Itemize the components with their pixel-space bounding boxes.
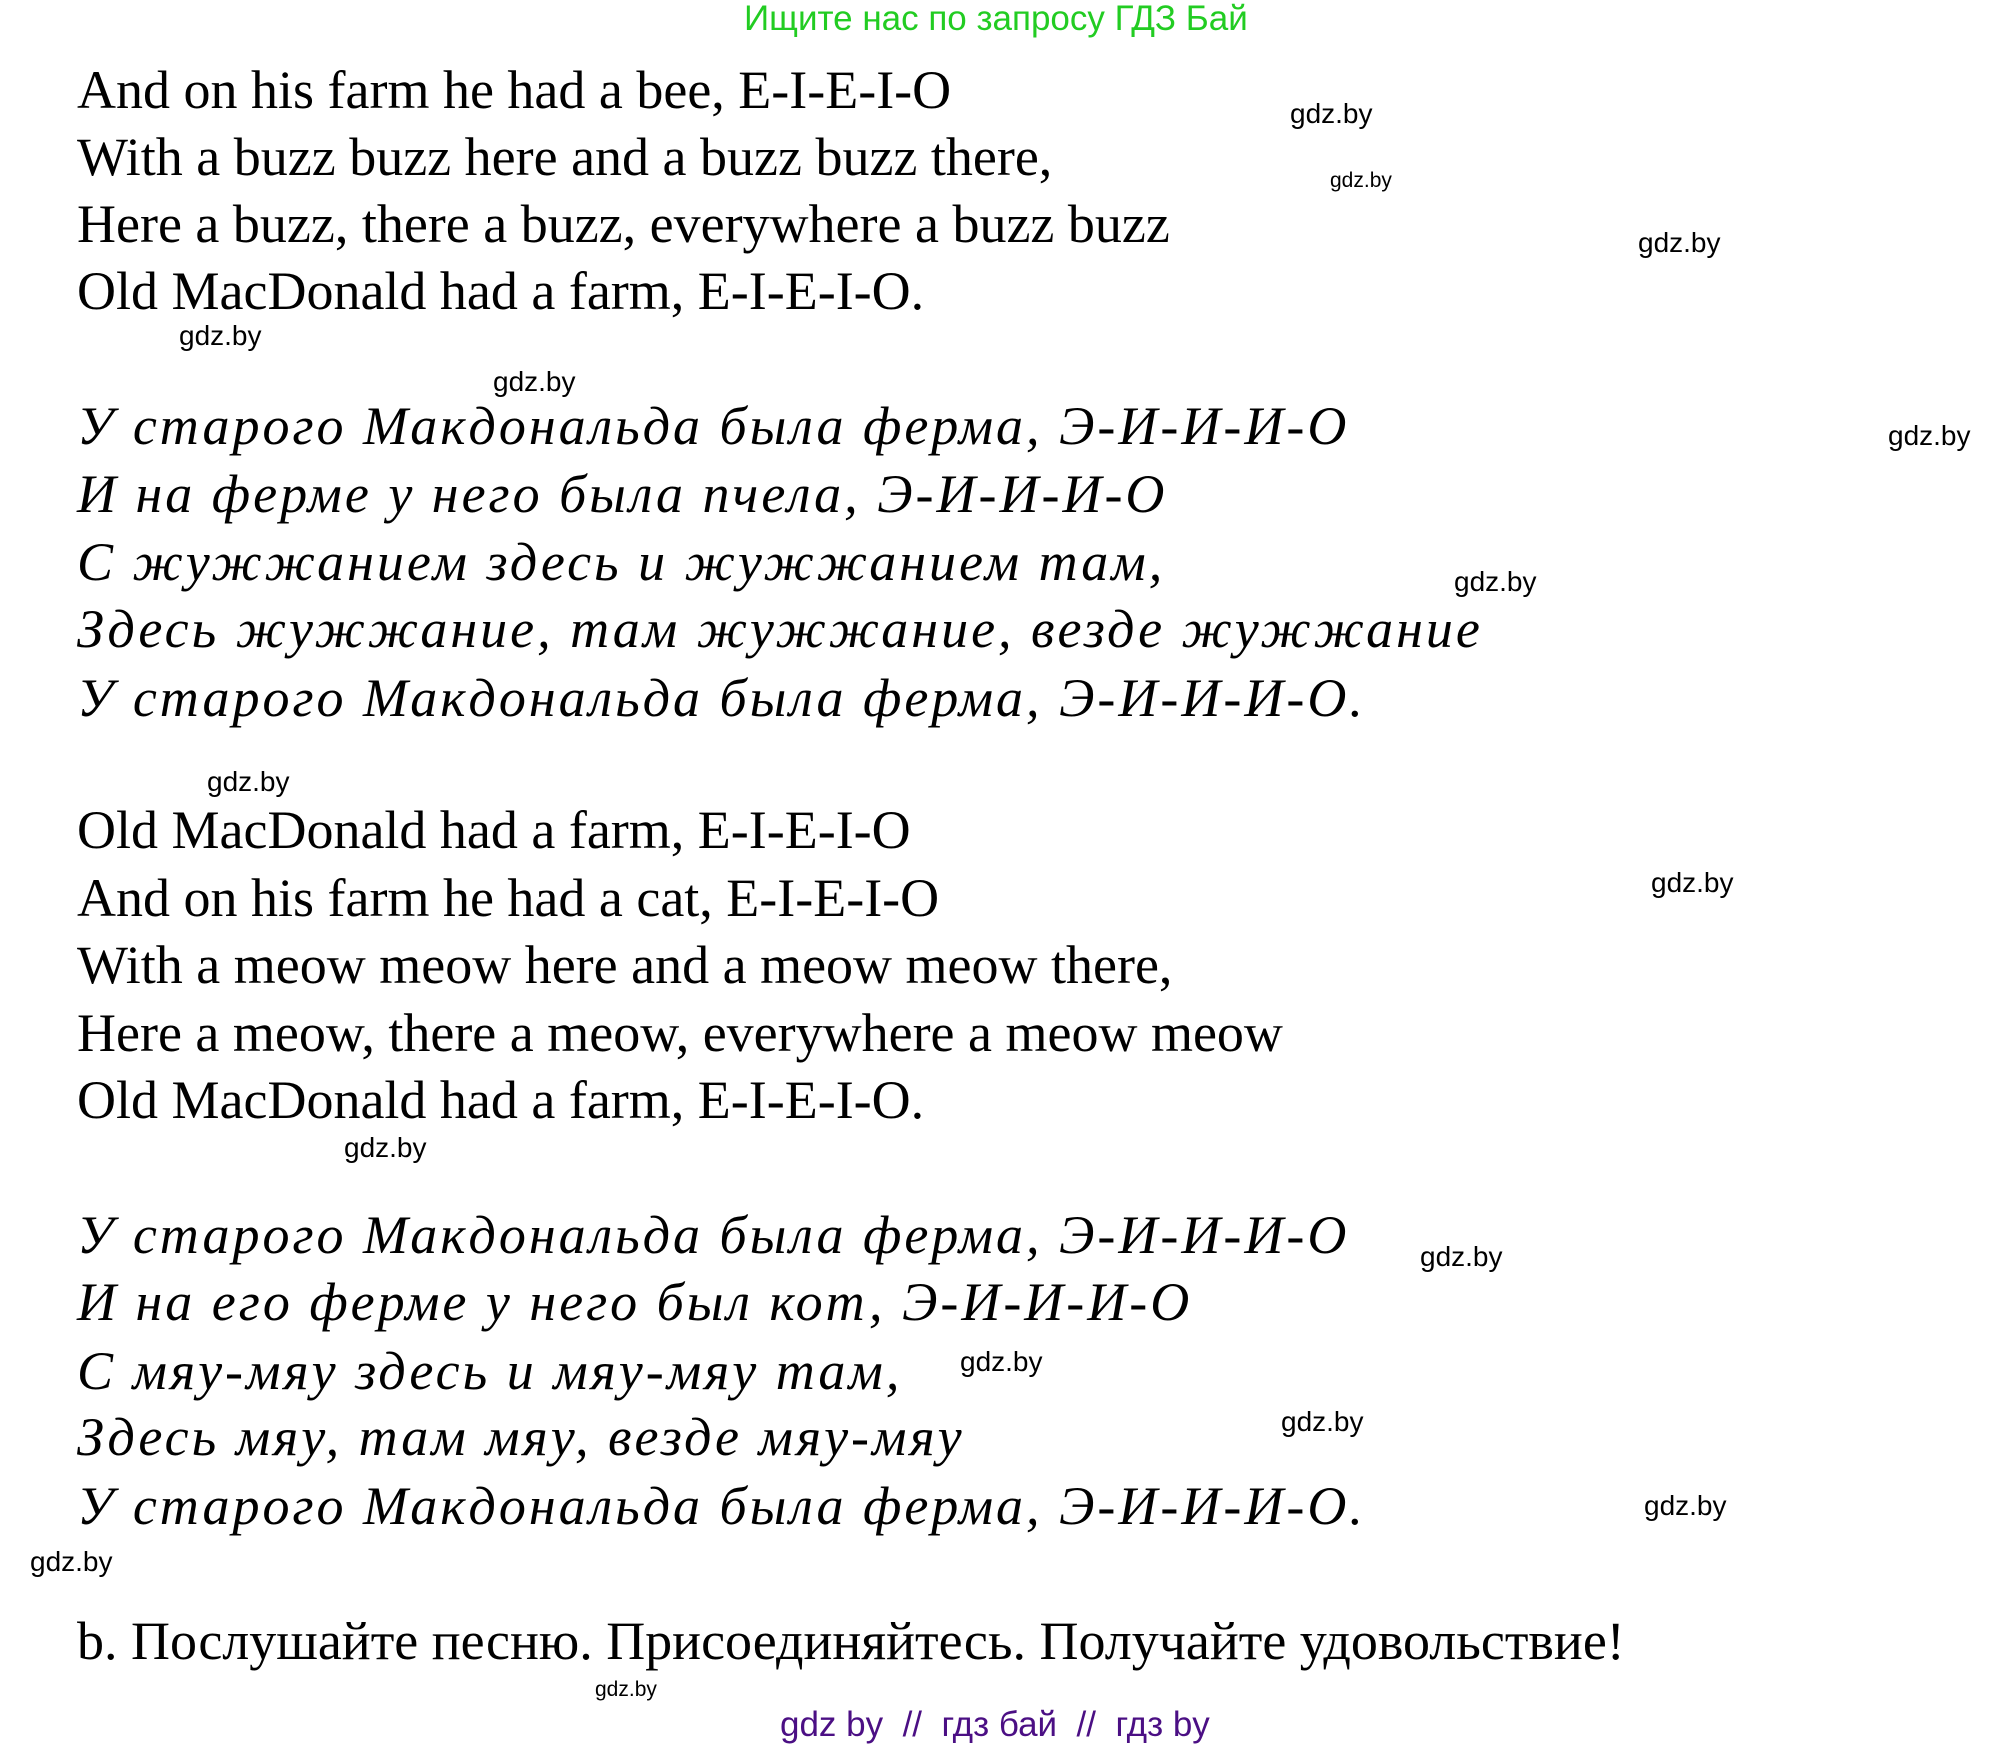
verse-line: With a buzz buzz here and a buzz buzz there, [77,127,1053,187]
verse-line-translation: И на его ферме у него был кот, Э-И-И-И-О [77,1272,1193,1332]
verse-line-translation: И на ферме у него была пчела, Э-И-И-И-О [77,464,1168,524]
verse-line-translation: С мяу-мяу здесь и мяу-мяу там, [77,1341,903,1401]
verse-line: And on his farm he had a bee, E-I-E-I-O [77,60,952,120]
verse-line-translation: У старого Макдональда была ферма, Э-И-И-И-О [77,396,1350,456]
watermark: gdz.by [207,766,290,797]
search-hint-banner: Ищите нас по запросу ГДЗ Бай [744,0,1248,38]
footer-links: gdz by // гдз бай // гдз by [780,1705,1210,1744]
verse-line: Here a meow, there a meow, everywhere a meow meow [77,1003,1283,1063]
watermark: gdz.by [30,1546,113,1577]
task-b-instruction: b. Послушайте песню. Присоединяйтесь. Получайте удовольствие! [77,1611,1625,1671]
watermark: gdz.by [493,366,576,397]
verse-line-translation: Здесь жужжание, там жужжание, везде жужжание [77,599,1483,659]
watermark: gdz.by [1281,1406,1364,1437]
watermark: gdz.by [1290,98,1373,129]
verse-line-translation: У старого Макдональда была ферма, Э-И-И-И-О. [77,668,1366,728]
verse-line-translation: С жужжанием здесь и жужжанием там, [77,532,1166,592]
verse-line: Old MacDonald had a farm, E-I-E-I-O. [77,261,925,321]
verse-line-translation: У старого Макдональда была ферма, Э-И-И-И-О [77,1205,1350,1265]
watermark: gdz.by [960,1346,1043,1377]
verse-line: Here a buzz, there a buzz, everywhere a buzz buzz [77,194,1170,254]
watermark: gdz.by [344,1132,427,1163]
verse-line: And on his farm he had a cat, E-I-E-I-O [77,868,940,928]
watermark: gdz.by [1454,566,1537,597]
verse-line-translation: Здесь мяу, там мяу, везде мяу-мяу [77,1407,965,1467]
verse-line: With a meow meow here and a meow meow there, [77,935,1173,995]
watermark: gdz.by [1330,169,1392,192]
watermark: gdz.by [1638,227,1721,258]
watermark: gdz.by [179,320,262,351]
watermark: gdz.by [1420,1241,1503,1272]
watermark: gdz.by [1644,1490,1727,1521]
verse-line: Old MacDonald had a farm, E-I-E-I-O [77,800,911,860]
watermark: gdz.by [1651,867,1734,898]
verse-line-translation: У старого Макдональда была ферма, Э-И-И-И-О. [77,1476,1366,1536]
watermark: gdz.by [595,1678,657,1701]
watermark: gdz.by [1888,420,1971,451]
verse-line: Old MacDonald had a farm, E-I-E-I-O. [77,1070,925,1130]
